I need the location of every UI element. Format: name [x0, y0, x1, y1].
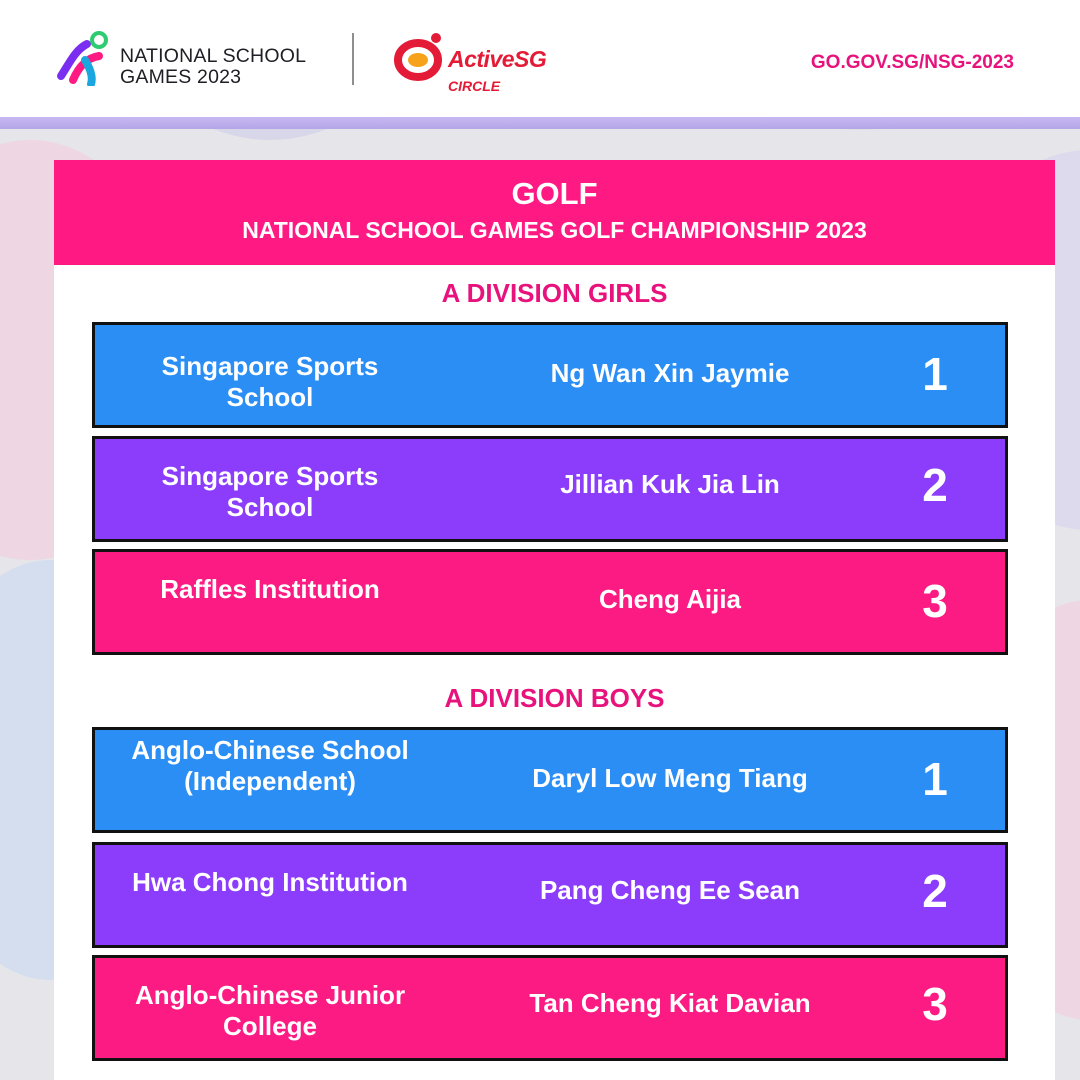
- placing: 1: [922, 348, 948, 400]
- player-name: Daryl Low Meng Tiang: [532, 763, 808, 793]
- placing: 3: [922, 978, 948, 1030]
- nsg-line2: GAMES 2023: [120, 66, 242, 88]
- result-row: [92, 842, 1008, 948]
- activesg-logo-icon: [390, 28, 450, 88]
- player-name: Ng Wan Xin Jaymie: [550, 358, 790, 388]
- school-name: Anglo-Chinese School (Independent): [131, 735, 409, 796]
- result-row: [92, 436, 1008, 542]
- header-stripe: [0, 117, 1080, 129]
- result-row: [92, 322, 1008, 428]
- header-bar: [0, 0, 1080, 117]
- school-name: Anglo-Chinese Junior College: [134, 980, 406, 1041]
- player-name: Cheng Aijia: [598, 584, 742, 614]
- division-title: A DIVISION BOYS: [444, 683, 665, 713]
- sport-title: GOLF: [511, 176, 598, 211]
- activesg-title: ActiveSG: [448, 46, 547, 72]
- nsg-line1: NATIONAL SCHOOL: [120, 45, 307, 67]
- school-name: Raffles Institution: [160, 574, 380, 604]
- logo-divider: [352, 33, 354, 85]
- result-row: [92, 955, 1008, 1061]
- nsg-wordmark: [120, 46, 306, 88]
- event-name: NATIONAL SCHOOL GAMES GOLF CHAMPIONSHIP 2023: [242, 217, 867, 243]
- result-row: [92, 727, 1008, 833]
- placing: 3: [922, 575, 948, 627]
- school-name: Hwa Chong Institution: [132, 867, 408, 897]
- player-name: Pang Cheng Ee Sean: [539, 875, 801, 905]
- placing: 1: [922, 753, 948, 805]
- school-name: Singapore Sports School: [161, 351, 379, 412]
- player-name: Tan Cheng Kiat Davian: [529, 988, 811, 1018]
- website-url[interactable]: GO.GOV.SG/NSG-2023: [810, 52, 1014, 73]
- school-name: Singapore Sports School: [161, 461, 379, 522]
- activesg-subtitle: CIRCLE: [448, 78, 501, 94]
- event-banner: [54, 160, 1055, 265]
- nsg-logo-icon: [55, 30, 117, 86]
- placing: 2: [922, 459, 948, 511]
- division-title: A DIVISION GIRLS: [441, 278, 668, 308]
- result-row: [92, 549, 1008, 655]
- placing: 2: [922, 865, 948, 917]
- player-name: Jillian Kuk Jia Lin: [560, 469, 780, 499]
